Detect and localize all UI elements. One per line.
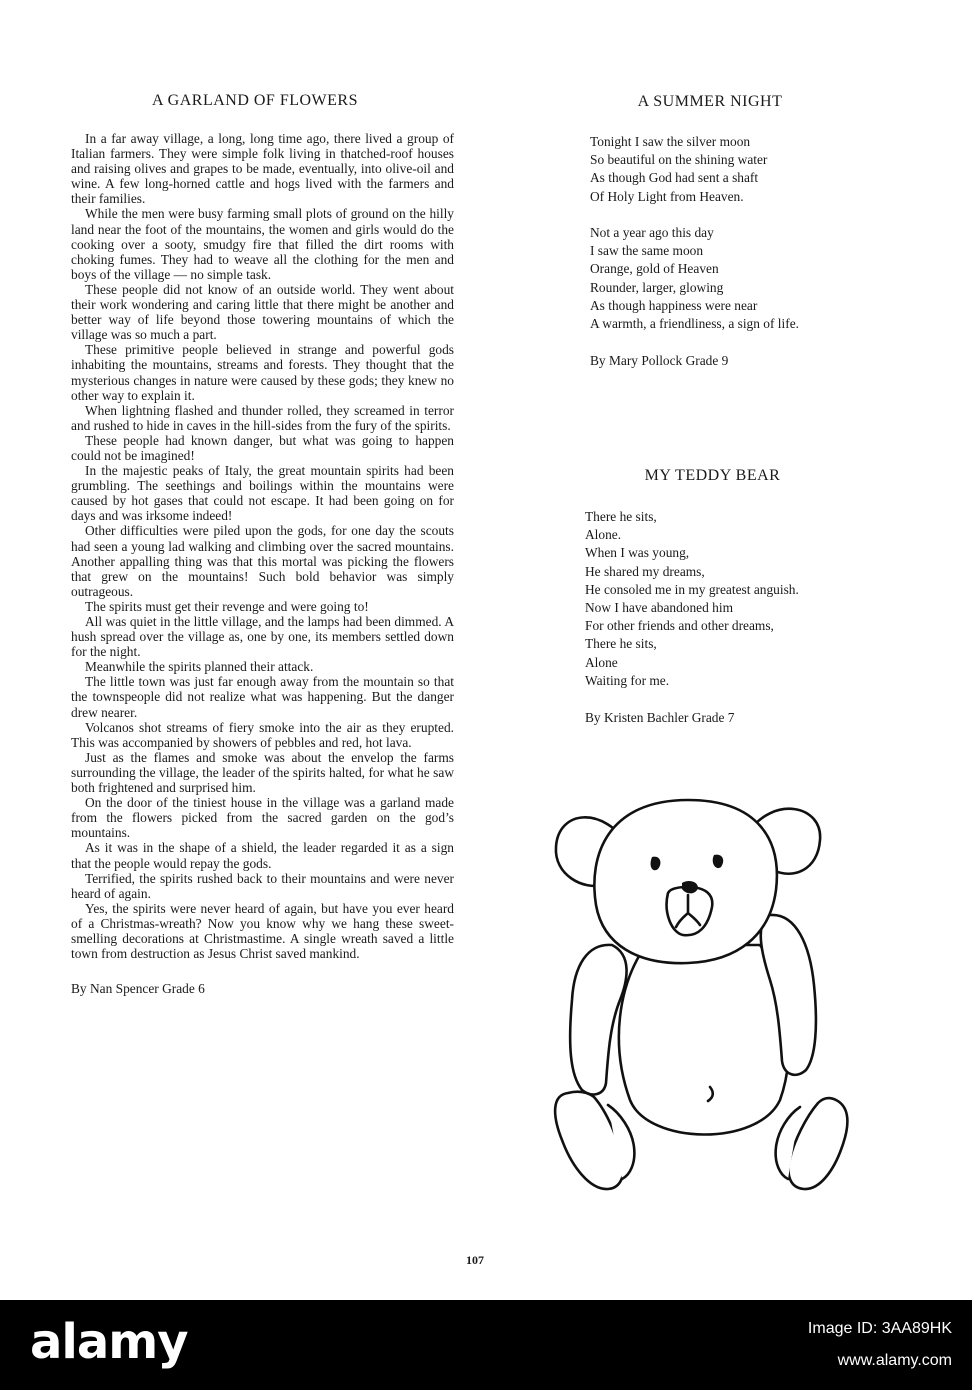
poem-line: Waiting for me. bbox=[585, 672, 670, 688]
story-paragraph: The little town was just far enough away from the mountain so that the townspeople did not realize what was happening. But the danger drew nearer. bbox=[71, 674, 454, 720]
poem-line: When I was young, bbox=[585, 545, 690, 561]
story-paragraph: These people had known danger, but what was going to happen could not be imagined! bbox=[71, 432, 454, 463]
story-paragraph: Meanwhile the spirits planned their attack. bbox=[85, 659, 314, 675]
poem-line: Of Holy Light from Heaven. bbox=[590, 188, 744, 204]
story-paragraph: All was quiet in the little village, and the lamps had been dimmed. A hush spread over the village as, one by one, its members settled down for the night. bbox=[71, 614, 454, 660]
story-paragraph: As it was in the shape of a shield, the leader regarded it as a sign that the people would repay the gods. bbox=[71, 840, 454, 871]
story-paragraph: Other difficulties were piled upon the gods, for one day the scouts had seen a young lad walking and climbing over the sacred mountains. Another appalling thing was that this mortal was picking the flowers that grew on the mountains! Such bold behavior was simply outrageous. bbox=[71, 523, 454, 599]
poem-line: Alone bbox=[585, 654, 618, 670]
alamy-logo: alamy bbox=[30, 1314, 188, 1370]
bear-body bbox=[619, 945, 789, 1135]
bear-left-foot bbox=[555, 1092, 623, 1189]
story-paragraph: In a far away village, a long, long time ago, there lived a group of Italian farmers. They were simple folk living in thatched-roof houses and raising olives and grapes to be made, eventually, into olive-oil and wine. A few long-horned cattle and hogs lived with the farmers and their families. bbox=[71, 131, 454, 207]
poem-line: He consoled me in my greatest anguish. bbox=[585, 581, 799, 597]
stanza-break bbox=[590, 206, 799, 224]
poem-line: Orange, gold of Heaven bbox=[590, 261, 719, 277]
story-title: A GARLAND OF FLOWERS bbox=[151, 92, 358, 109]
story-paragraph: Terrified, the spirits rushed back to their mountains and were never heard of again. bbox=[71, 870, 454, 901]
story-paragraph: On the door of the tiniest house in the village was a garland made from the flowers picked from the sacred garden on the god’s mountains. bbox=[71, 795, 454, 841]
story-paragraph: While the men were busy farming small plots of ground on the hilly land near the foot of the mountains, the women and girls would do the cooking over a sooty, smudgy fire that filled the dirt rooms with choking fumes. They had to weave all the clothing for the men and boys of the village — no simple task. bbox=[71, 206, 454, 282]
poem-line: Tonight I saw the silver moon bbox=[590, 134, 751, 149]
poem-line: As though God had sent a shaft bbox=[590, 170, 759, 186]
poem-line: There he sits, bbox=[585, 636, 657, 652]
poem-line: For other friends and other dreams, bbox=[585, 618, 774, 634]
poem-line: A warmth, a friendliness, a sign of life. bbox=[590, 316, 799, 332]
poem-line: Now I have abandoned him bbox=[585, 600, 733, 616]
story-paragraph: These people did not know of an outside world. They went about their work wondering and caring little that there might be another and better way of life beyond those towering mountains of which the village was so much a part. bbox=[71, 281, 454, 343]
teddy-bear-byline: By Kristen Bachler Grade 7 bbox=[585, 710, 735, 726]
story-paragraph: These primitive people believed in strange and powerful gods inhabiting the mountains, streams and forests. They thought that the mysterious changes in nature were caused by these gods; they knew no other way to explain it. bbox=[71, 342, 454, 403]
story-body bbox=[71, 131, 454, 996]
watermark-footer bbox=[0, 1300, 972, 1390]
poem-line: Alone. bbox=[585, 527, 622, 543]
poem-line: Rounder, larger, glowing bbox=[590, 279, 724, 295]
image-id: Image ID: 3AA89HK bbox=[807, 1320, 952, 1337]
summer-night-title: A SUMMER NIGHT bbox=[637, 93, 783, 110]
story-paragraph: Yes, the spirits were never heard of again, but have you ever heard of a Christmas-wreath? Now you know why we hang these sweet-smelling decorations at Christmastime. A single wreath saved a little town from destruction as Jesus Christ saved mankind. bbox=[71, 900, 454, 962]
story-paragraph: Just as the flames and smoke was about the envelop the farms surrounding the village, the leader of the spirits halted, for what he saw both frightened and surprised him. bbox=[71, 749, 454, 796]
poem-line: Not a year ago this day bbox=[590, 225, 714, 240]
teddy-bear-poem bbox=[585, 508, 799, 727]
story-paragraph: When lightning flashed and thunder rolled, they screamed in terror and rushed to hide in caves in the hill-sides from the fury of the spirits. bbox=[71, 402, 454, 433]
teddy-bear-illustration bbox=[548, 795, 858, 1195]
poem-line: As though happiness were near bbox=[590, 297, 758, 313]
poem-line: I saw the same moon bbox=[590, 243, 704, 259]
story-paragraph: In the majestic peaks of Italy, the great mountain spirits had been grumbling. The seethings and boilings within the mountains were caused by hot gases that could not escape. It had been going on for days and was irksome indeed! bbox=[71, 463, 454, 524]
poem-line: So beautiful on the shining water bbox=[590, 152, 768, 168]
summer-night-byline: By Mary Pollock Grade 9 bbox=[590, 353, 729, 369]
story-paragraph: Volcanos shot streams of fiery smoke into the air as they erupted. This was accompanied by showers of pebbles and red, hot lava. bbox=[71, 719, 454, 750]
story-paragraph: The spirits must get their revenge and were going to! bbox=[85, 598, 369, 614]
bear-left-arm bbox=[570, 945, 626, 1095]
summer-night-poem bbox=[590, 133, 799, 370]
poem-line: He shared my dreams, bbox=[585, 563, 705, 579]
page-number: 107 bbox=[466, 1253, 484, 1267]
story-byline: By Nan Spencer Grade 6 bbox=[71, 981, 205, 997]
site-url: www.alamy.com bbox=[837, 1352, 952, 1369]
poem-line: There he sits, bbox=[585, 509, 657, 524]
teddy-bear-title: MY TEDDY BEAR bbox=[644, 467, 781, 484]
